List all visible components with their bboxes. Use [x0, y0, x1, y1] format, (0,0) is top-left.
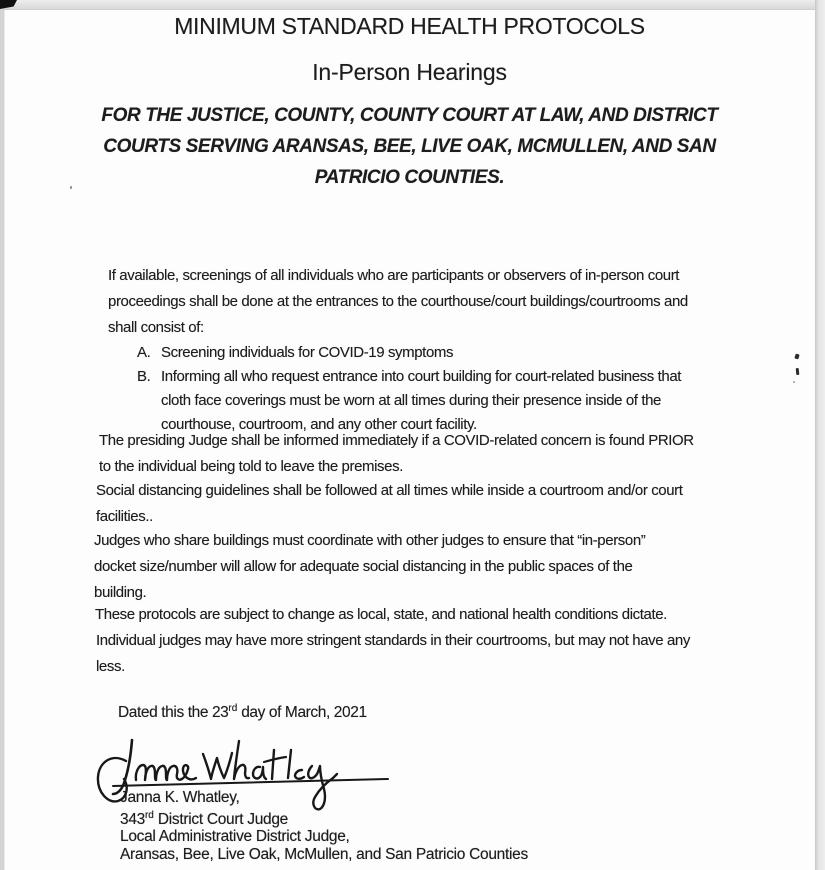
list-item-b-text: Informing all who request entrance into court building for court-related business that cloth face coverings must be worn at all times during their presence inside of the courthouse, courtroom, and any other court facility. [161, 368, 682, 433]
list-item-a-text: Screening individuals for COVID-19 symptoms [161, 344, 454, 361]
document-title: MINIMUM STANDARD HEALTH PROTOCOLS [174, 13, 645, 39]
signature-name-line: Janna K. Whatley, [120, 789, 240, 806]
paragraph-protocols-change: These protocols are subject to change as local, state, and national health conditions dictate. [95, 606, 667, 623]
court-number-ordinal: rd [144, 809, 154, 821]
dated-ordinal: rd [228, 703, 238, 714]
paragraph-stringent-standards: Individual judges may have more stringent standards in their courtrooms, but may not have any less. [96, 632, 690, 675]
dated-suffix: day of March, 2021 [237, 704, 367, 722]
dated-prefix: Dated this the 23 [118, 704, 229, 722]
signature-court-line [120, 807, 528, 829]
scan-speck [793, 381, 795, 383]
screening-list [137, 341, 681, 437]
list-marker-b: B. [137, 368, 151, 385]
scan-edge-top [0, 0, 825, 9]
list-marker-a: A. [137, 344, 151, 361]
document-subtitle: In-Person Hearings [312, 59, 507, 85]
paragraph-social-distancing: Social distancing guidelines shall be followed at all times while inside a courtroom and/or court facilities.. [96, 482, 683, 525]
court-number: 343 [120, 810, 145, 828]
court-title: District Court Judge [153, 810, 288, 828]
paragraph-presiding-judge: The presiding Judge shall be informed immediately if a COVID-related concern is found PRIOR to the individual being told to leave the premises. [99, 432, 694, 475]
signature-admin-line: Local Administrative District Judge, [120, 828, 350, 846]
list-item-a [137, 341, 681, 365]
list-item-b [137, 365, 681, 437]
scan-speck [70, 186, 72, 189]
scan-speck [796, 368, 800, 375]
paragraph-screenings: If available, screenings of all individuals who are participants or observers of in-person court proceedings shall be done at the entrances to the courthouse/court buildings/courtrooms and shall consist of: [108, 267, 688, 336]
scan-edge-right [815, 0, 825, 870]
court-heading: FOR THE JUSTICE, COUNTY, COUNTY COURT AT LAW, AND DISTRICT COURTS SERVING ARANSAS, BEE, LIVE OAK, MCMULLEN, AND SAN PATRICIO COUNTIES. [101, 105, 718, 188]
signature-block [120, 789, 528, 863]
paragraph-shared-buildings: Judges who share buildings must coordinate with other judges to ensure that “in-person” docket size/number will allow for adequate social distancing in the public spaces of the building. [94, 532, 646, 601]
dated-line [118, 696, 367, 726]
signature-counties-line: Aransas, Bee, Live Oak, McMullen, and San Patricio Counties [120, 845, 528, 863]
